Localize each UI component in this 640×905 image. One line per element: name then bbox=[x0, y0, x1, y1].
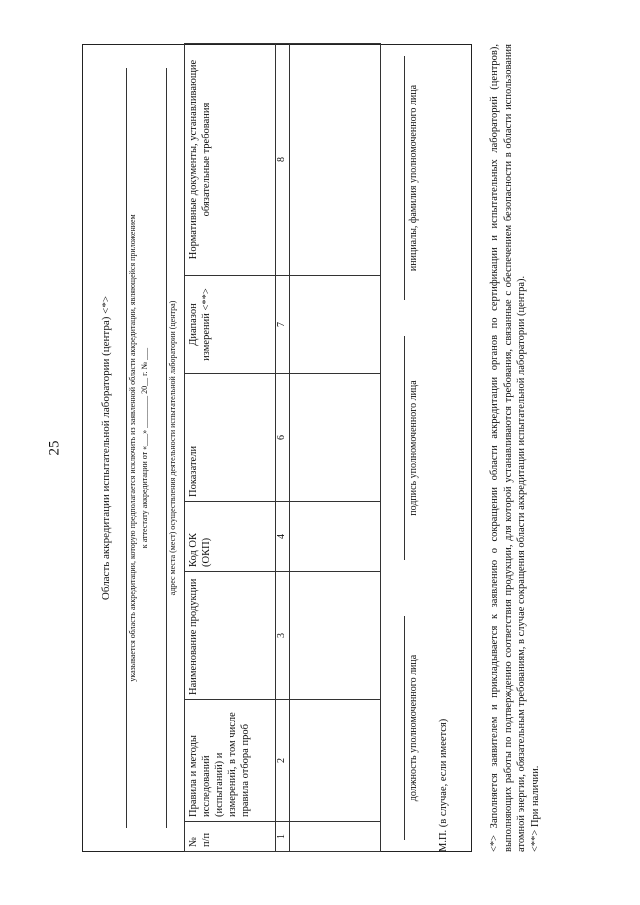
footnotes bbox=[488, 44, 598, 852]
page-number: 25 bbox=[46, 440, 63, 456]
attestat-line: к аттестату аккредитации от «___» ________ 20__ г. № ___ bbox=[140, 347, 149, 549]
col-header-range: Диапазон измерений <**> bbox=[185, 276, 276, 374]
column-number: 8 bbox=[276, 44, 290, 276]
col-header-product: Наименование продукции bbox=[185, 572, 276, 700]
col-header-indicators: Показатели bbox=[185, 374, 276, 502]
footnote-2: <**> При наличии. bbox=[529, 765, 541, 852]
signature-line bbox=[404, 336, 405, 560]
address-line bbox=[166, 68, 167, 828]
name-signature-line bbox=[404, 56, 405, 300]
accreditation-table bbox=[184, 43, 381, 852]
signature-caption: подпись уполномоченного лица bbox=[408, 380, 419, 516]
table-header-row bbox=[185, 44, 276, 852]
table-cell bbox=[290, 44, 381, 276]
instruction-line bbox=[126, 68, 127, 828]
column-number: 7 bbox=[276, 276, 290, 374]
position-signature-line bbox=[404, 616, 405, 840]
column-number: 3 bbox=[276, 572, 290, 700]
table-cell bbox=[290, 276, 381, 374]
instruction-text: указывается область аккредитации, которую предполагается исключить из заявленной области аккредитации, являющейся приложением bbox=[128, 214, 137, 682]
form-title: Область аккредитации испытательной лаборатории (центра) <*> bbox=[100, 295, 112, 601]
table-cell bbox=[290, 822, 381, 852]
column-number: 4 bbox=[276, 502, 290, 572]
table-cell bbox=[290, 700, 381, 822]
table-cell bbox=[290, 502, 381, 572]
col-header-normative-docs: Нормативные документы, устанавливающие обязательные требования bbox=[185, 44, 276, 276]
table-cell bbox=[290, 572, 381, 700]
footnote-1: <*> Заполняется заявителем и прикладывается к заявлению о сокращении области аккредитации органов по сертификации и испытательных лабораторий (центров), выполняющих работы по подтверждению соответствия продукции, для которой устанавливаются требования, связанные с обеспечением безопасности в области использования атомной энергии, обязательным требованиям, в случае сокращения области аккредитации испытательной лаборатории (центра). bbox=[489, 44, 527, 852]
table-row bbox=[290, 44, 381, 852]
stamp-note: М.П. (в случае, если имеется) bbox=[438, 718, 449, 852]
column-number: 2 bbox=[276, 700, 290, 822]
column-number: 6 bbox=[276, 374, 290, 502]
column-number: 1 bbox=[276, 822, 290, 852]
accreditation-form bbox=[82, 44, 472, 852]
column-number-row bbox=[276, 44, 290, 852]
col-header-okp-code: Код ОК (ОКП) bbox=[185, 502, 276, 572]
table-cell bbox=[290, 374, 381, 502]
name-caption: инициалы, фамилия уполномоченного лица bbox=[408, 84, 419, 272]
col-header-methods: Правила и методы исследований (испытаний) и измерений, в том числе правила отбора проб bbox=[185, 700, 276, 822]
address-caption: адрес места (мест) осуществления деятельности испытательной лаборатории (центра) bbox=[168, 300, 177, 596]
col-header-number: № п/п bbox=[185, 822, 276, 852]
position-caption: должность уполномоченного лица bbox=[408, 654, 419, 802]
